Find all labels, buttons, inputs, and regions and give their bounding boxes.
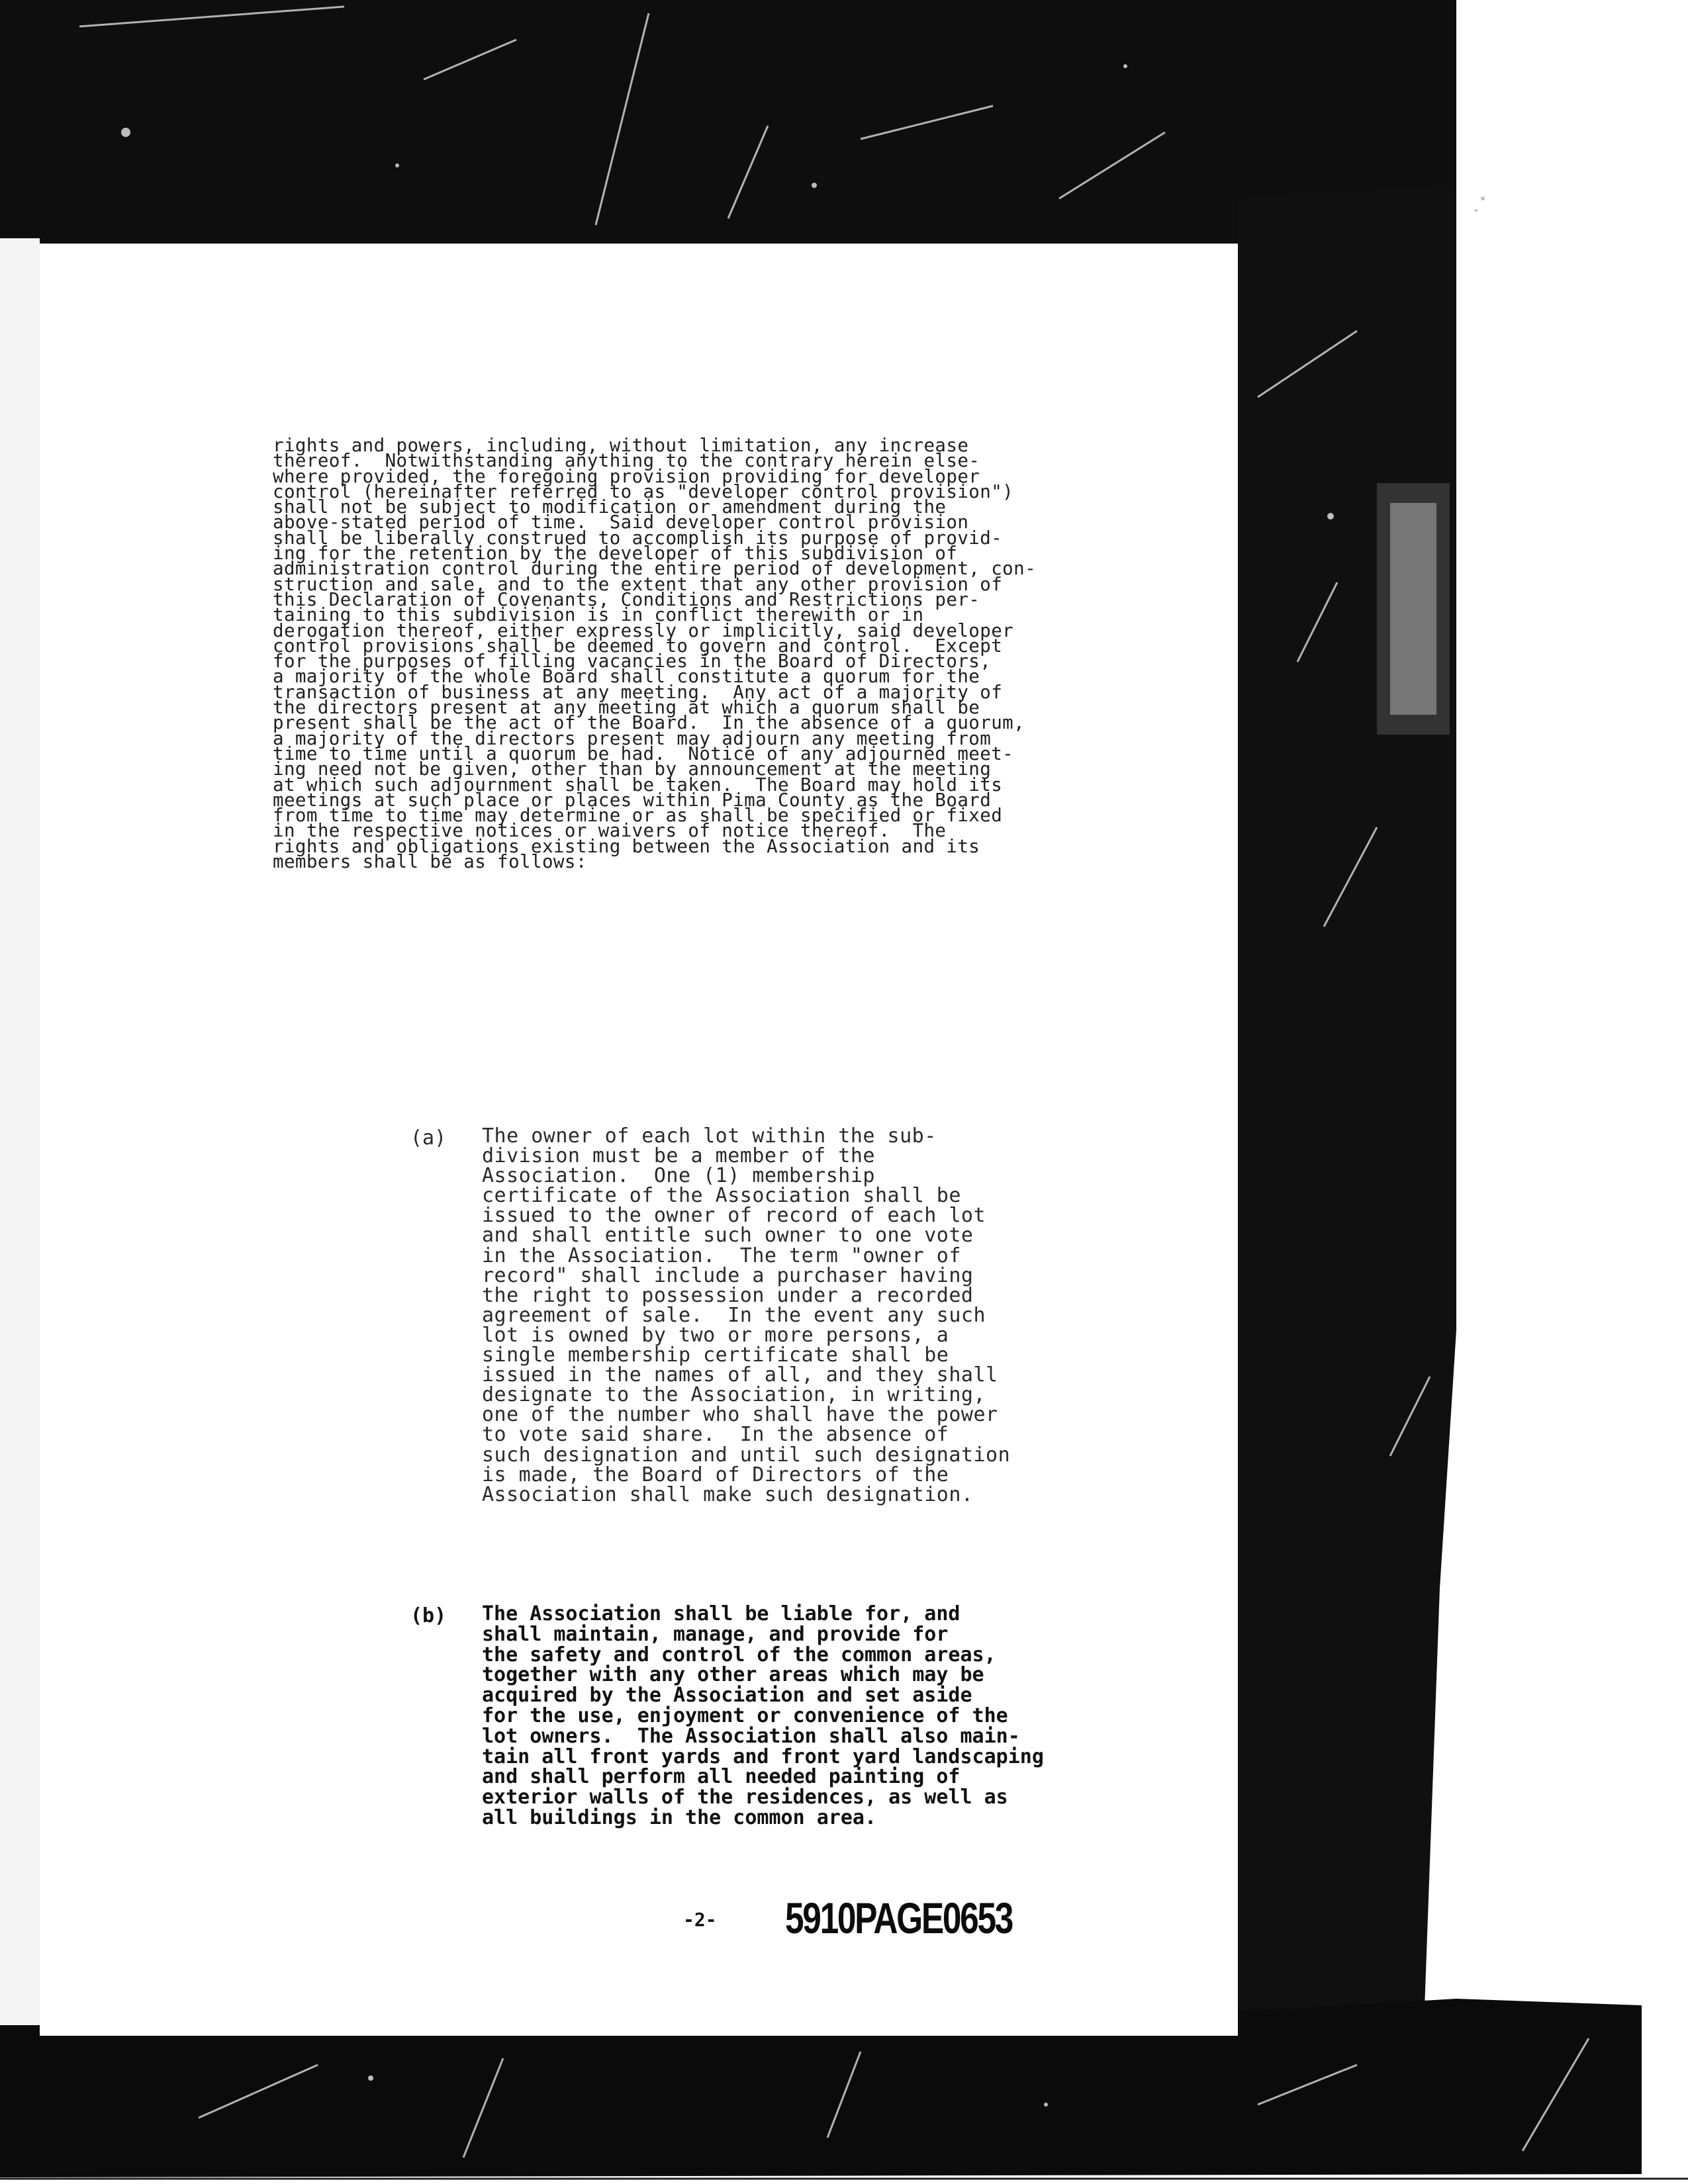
clause-b-marker: (b) (410, 1604, 447, 1627)
clause-a-text: The owner of each lot within the sub- division must be a member of the Association. One (1) membership certificate of the Association shall be issued to the owner of record of each lot and shall entitle such owner to one vote in the Association. The term "owner of record" shall include a purchaser having the right to possession under a recorded agreement of sale. In the event any such lot is owned by two or more persons, a single membership certificate shall be issued in the names of all, and they shall designate to the Association, in writing, one of the number who shall have the power to vote said share. In the absence of such designation and until such designation is made, the Board of Directors of the Association shall make such designation. (482, 1124, 1011, 1506)
clause-a-marker: (a) (410, 1126, 447, 1150)
page-number: -2- (683, 1909, 717, 1931)
docket-stamp: 5910PAGE0653 (785, 1893, 1013, 1942)
clause-b-text: The Association shall be liable for, and shall maintain, manage, and provide for the safety and control of the common areas, together with any other areas which may be acquired by the Association and set aside for the use, enjoyment or convenience of the lot owners. The Association shall also main- tain all front yards and front yard landscaping and shall perform all needed painting of exterior walls of the residences, as well as all buildings in the common area. (482, 1602, 1044, 1829)
body-paragraph: rights and powers, including, without limitation, any increase thereof. Notwithstanding anything to the contrary herein else- where provided, the foregoing provision providing for developer control (hereinafter referred to as "developer control provision") shall not be subject to modification or amendment during the above-stated period of time. Said developer control provision shall be liberally construed to accomplish its purpose of provid- ing for the retention by the developer of this subdivision of administration control during the entire period of development, con- struction and sale, and to the extent that any other provision of this Declaration of Covenants, Conditions and Restrictions per- taining to this subdivision is in conflict therewith or in derogation thereof, either expressly or implicitly, said developer control provisions shall be deemed to govern and control. Except for the purposes of filling vacancies in the Board of Directors, a majority of the whole Board shall constitute a quorum for the transaction of business at any meeting. Any act of a majority of the directors present at any meeting at which a quorum shall be present shall be the act of the Board. In the absence of a quorum, a majority of the directors present may adjourn any meeting from time to time until a quorum be had. Notice of any adjourned meet- ing need not be given, other than by announcement at the meeting at which such adjournment shall be taken. The Board may hold its meetings at such place or places within Pima County as the Board from time to time may determine or as shall be specified or fixed in the respective notices or waivers of notice thereof. The rights and obligations existing between the Association and its members shall be as follows: (273, 435, 1037, 873)
